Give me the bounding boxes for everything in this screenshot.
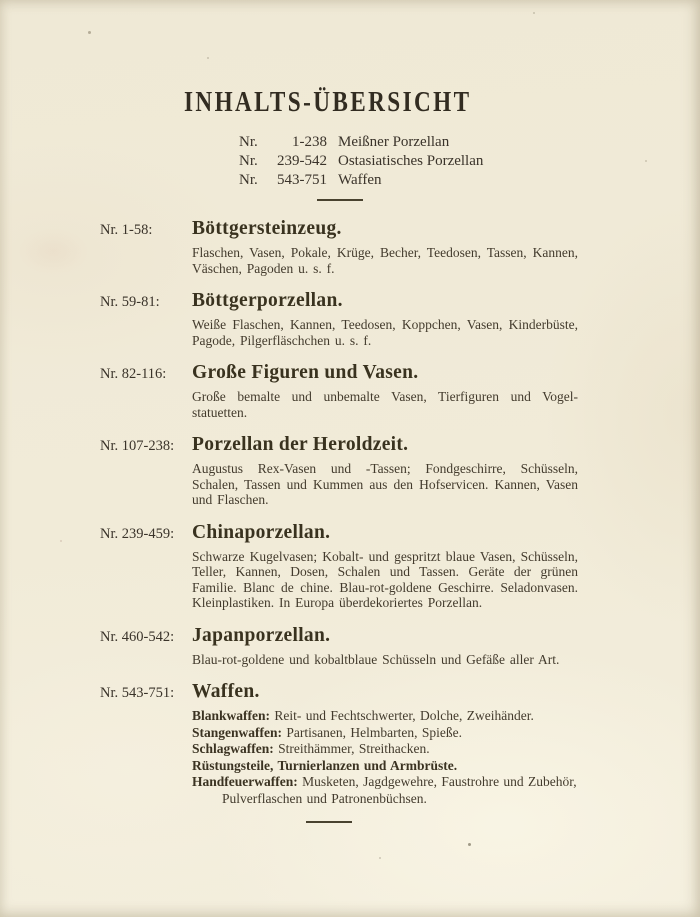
section-body: Weiße Flaschen, Kannen, Teedosen, Koppchen, Vasen, Kinderbüste, Pagode, Pilgerfläschchen u. s. f. bbox=[192, 317, 578, 348]
summary-range: 239-542 bbox=[277, 153, 327, 169]
section-label: Nr. 59-81: bbox=[100, 294, 160, 310]
summary-name: Ostasiatisches Porzellan bbox=[338, 153, 484, 169]
section-body: Schwarze Kugelvasen; Kobalt- und gespritzt blaue Vasen, Schüsseln, Teller, Kannen, Dosen, Schalen und Tassen. Geräte der grünen Familie. Blanc de chine. Blau-rot-goldene Geschirre. Seladonvasen. Kleinplastiken. In Europa überdekoriertes Porzellan. bbox=[192, 548, 578, 610]
subitem-text: Partisanen, Helmbarten, Spieße. bbox=[286, 724, 462, 740]
summary-row bbox=[239, 171, 700, 190]
section-label: Nr. 239-459: bbox=[100, 525, 175, 542]
section-label: Nr. 82-116: bbox=[100, 366, 167, 382]
section-heading: Böttgerporzellan. bbox=[192, 290, 343, 311]
section-label: Nr. 460-542: bbox=[100, 628, 175, 645]
contents-summary bbox=[239, 133, 700, 190]
weapon-subitem bbox=[192, 725, 578, 742]
toc-sections bbox=[100, 218, 578, 807]
section-body: Flaschen, Vasen, Pokale, Krüge, Becher, Teedosen, Tassen, Kannen, Väschen, Pagoden u. s. f. bbox=[192, 245, 578, 276]
paper-speck bbox=[645, 160, 647, 162]
section-content bbox=[192, 218, 578, 276]
section-heading: Böttgersteinzeug. bbox=[192, 218, 342, 239]
section-content bbox=[192, 362, 578, 420]
summary-range: 543-751 bbox=[277, 172, 327, 188]
section-body: Augustus Rex-Vasen und -Tassen; Fondgeschirre, Schüsseln, Schalen, Tassen und Kummen aus den Hofservicen. Kannen, Vasen und Flaschen. bbox=[192, 461, 578, 507]
subitem-text: Streithämmer, Streithacken. bbox=[278, 741, 430, 756]
subitem-lead: Handfeuerwaffen: bbox=[192, 774, 298, 789]
weapon-subitem bbox=[192, 708, 578, 725]
weapon-subitem bbox=[192, 758, 578, 775]
toc-section-japanporzellan bbox=[100, 625, 578, 668]
weapon-subitems bbox=[192, 708, 578, 807]
summary-row bbox=[239, 133, 700, 152]
toc-section-waffen bbox=[100, 681, 578, 807]
bottom-divider bbox=[306, 821, 352, 823]
section-heading: Japanporzellan. bbox=[192, 624, 331, 646]
section-label: Nr. 1-58: bbox=[100, 222, 153, 238]
section-heading: Porzellan der Heroldzeit. bbox=[192, 434, 409, 455]
section-content bbox=[192, 434, 578, 508]
paper-speck bbox=[379, 857, 381, 859]
weapon-subitem bbox=[192, 741, 578, 758]
paper-stain bbox=[18, 228, 88, 274]
section-content bbox=[192, 290, 578, 348]
paper-speck bbox=[207, 57, 209, 59]
paper-speck bbox=[60, 540, 62, 542]
section-label: Nr. 107-238: bbox=[100, 438, 175, 454]
summary-name: Meißner Porzellan bbox=[338, 134, 450, 150]
summary-name: Waffen bbox=[338, 172, 382, 188]
toc-section-boettgersteinzeug bbox=[100, 218, 578, 276]
subitem-lead: Stangenwaffen: bbox=[192, 724, 282, 740]
page-title: INHALTS-ÜBERSICHT bbox=[184, 86, 472, 118]
toc-section-chinaporzellan bbox=[100, 522, 578, 611]
section-label: Nr. 543-751: bbox=[100, 685, 175, 701]
subitem-text: Musketen, Jagdgewehre, Faustrohre und Zubehör, Pulverflaschen und Patronenbüchsen. bbox=[222, 774, 577, 806]
weapon-subitem bbox=[192, 774, 578, 807]
subitem-lead: Schlagwaffen: bbox=[192, 741, 274, 756]
toc-section-boettgerporzellan bbox=[100, 290, 578, 348]
subitem-lead: Blankwaffen: bbox=[192, 708, 271, 723]
summary-nr: Nr. bbox=[239, 134, 258, 150]
section-heading: Große Figuren und Vasen. bbox=[192, 362, 419, 383]
paper-speck bbox=[468, 843, 471, 846]
section-content bbox=[192, 625, 578, 668]
top-divider bbox=[317, 199, 363, 201]
paper-speck bbox=[533, 12, 535, 14]
toc-section-heroldzeit bbox=[100, 434, 578, 508]
summary-nr: Nr. bbox=[239, 172, 258, 188]
subitem-lead: Rüstungsteile, Turnierlanzen und Armbrüste. bbox=[192, 757, 458, 773]
section-content bbox=[192, 681, 578, 807]
section-content bbox=[192, 522, 578, 611]
summary-row bbox=[239, 152, 700, 171]
toc-section-grosse-figuren bbox=[100, 362, 578, 420]
summary-nr: Nr. bbox=[239, 153, 258, 169]
paper-speck bbox=[88, 31, 91, 34]
section-body: Große bemalte und unbemalte Vasen, Tierfiguren und Vogelstatuetten. bbox=[192, 389, 578, 420]
section-heading: Waffen. bbox=[192, 681, 260, 702]
section-heading: Chinaporzellan. bbox=[192, 521, 331, 543]
summary-range: 1-238 bbox=[292, 134, 327, 150]
section-body: Blau-rot-goldene und kobaltblaue Schüsseln und Gefäße aller Art. bbox=[192, 651, 560, 667]
subitem-text: Reit- und Fechtschwerter, Dolche, Zweihänder. bbox=[274, 708, 534, 723]
